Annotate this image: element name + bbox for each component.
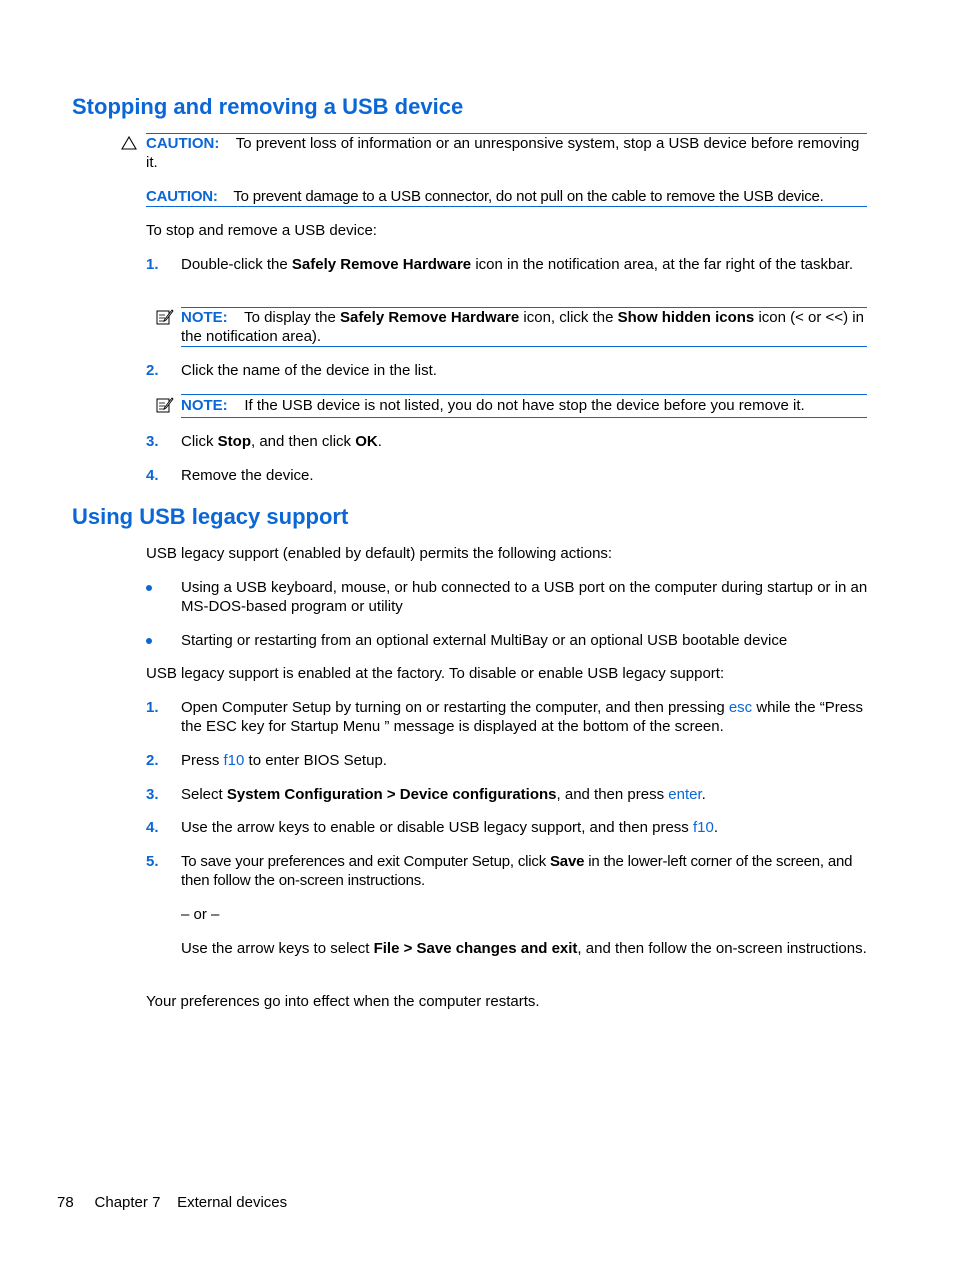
step-number: 3. <box>146 433 159 450</box>
text-run: to enter BIOS Setup. <box>244 752 387 769</box>
text-run: , and then follow the on-screen instructions. <box>577 940 867 957</box>
step-text <box>181 852 868 890</box>
text-run: . <box>713 819 718 836</box>
step-number: 1. <box>146 699 159 716</box>
text-run: To display the <box>244 309 340 326</box>
ui-term: System Configuration > Device configurations <box>226 786 557 803</box>
note-1 <box>181 308 868 346</box>
note-2 <box>181 396 868 415</box>
caution-text: To prevent damage to a USB connector, do not pull on the cable to remove the USB device. <box>233 188 824 205</box>
key-name: f10 <box>223 752 245 769</box>
caution-2 <box>146 187 881 206</box>
note-rule <box>181 346 867 347</box>
text-run: while the “Press the ESC key for Startup Menu ” message is displayed at the bottom of the screen. <box>181 699 864 735</box>
section-title-stopping-usb: Stopping and removing a USB device <box>72 94 464 119</box>
note-rule <box>181 394 867 395</box>
step-number: 4. <box>146 467 159 484</box>
step-alt-text <box>181 939 868 958</box>
chapter-title: External devices <box>177 1194 288 1211</box>
bullet-dot <box>146 638 152 644</box>
ui-term: Stop <box>217 433 251 450</box>
text-run: Use the arrow keys to select <box>181 940 374 957</box>
step-text <box>181 751 868 770</box>
section-title-usb-legacy: Using USB legacy support <box>72 504 349 529</box>
caution-text: To prevent loss of information or an unresponsive system, stop a USB device before removing it. <box>146 135 860 171</box>
intro-text: USB legacy support (enabled by default) permits the following actions: <box>146 545 613 562</box>
caution-1 <box>146 134 868 172</box>
step-text: Remove the device. <box>181 467 314 484</box>
text-run: , and then press <box>556 786 669 803</box>
bullet-text: Using a USB keyboard, mouse, or hub connected to a USB port on the computer during startup or in an MS-DOS-based program or utility <box>181 579 868 615</box>
ui-term: Save <box>550 853 585 870</box>
text-run: icon in the notification area, at the far right of the taskbar. <box>471 256 854 273</box>
text-run: Double-click the <box>181 256 292 273</box>
or-separator: – or – <box>181 906 220 923</box>
step-text <box>181 432 868 451</box>
chapter-number: Chapter 7 <box>94 1194 161 1211</box>
intro-text: USB legacy support is enabled at the factory. To disable or enable USB legacy support: <box>146 665 725 682</box>
step-number: 5. <box>146 853 159 870</box>
step-number: 2. <box>146 752 159 769</box>
key-name: f10 <box>692 819 714 836</box>
bullet-text: Starting or restarting from an optional external MultiBay or an optional USB bootable device <box>181 632 788 649</box>
step-text <box>181 255 868 274</box>
ui-term: Safely Remove Hardware <box>339 309 520 326</box>
bullet-dot <box>146 585 152 591</box>
step-number: 2. <box>146 362 159 379</box>
ui-term: OK <box>355 433 378 450</box>
intro-text: To stop and remove a USB device: <box>146 222 377 239</box>
key-name: enter <box>668 786 702 803</box>
text-run: To save your preferences and exit Computer Setup, click <box>181 853 550 870</box>
text-run: , and then click <box>251 433 356 450</box>
text-run: icon (< or <<) in the notification area). <box>181 309 864 345</box>
note-pencil-icon <box>156 309 174 330</box>
closing-text: Your preferences go into effect when the computer restarts. <box>146 993 540 1010</box>
ui-term: File > Save changes and exit <box>373 940 578 957</box>
ui-term: Show hidden icons <box>617 309 755 326</box>
text-run: Select <box>181 786 227 803</box>
step-number: 1. <box>146 256 159 273</box>
step-number: 4. <box>146 819 159 836</box>
step-text <box>181 698 868 736</box>
note-label: NOTE: <box>181 397 228 414</box>
ui-term: Safely Remove Hardware <box>291 256 472 273</box>
note-label: NOTE: <box>181 309 228 326</box>
warning-triangle-icon <box>121 136 137 155</box>
text-run: Use the arrow keys to enable or disable USB legacy support, and then press <box>181 819 693 836</box>
note-text: If the USB device is not listed, you do not have stop the device before you remove it. <box>244 397 805 414</box>
page-number: 78 <box>57 1194 74 1211</box>
caution-rule <box>146 206 867 207</box>
text-run: . <box>377 433 382 450</box>
step-text <box>181 785 868 804</box>
caution-label: CAUTION: <box>146 188 218 205</box>
key-name: esc <box>728 699 753 716</box>
note-pencil-icon <box>156 397 174 418</box>
page-footer <box>57 1193 287 1212</box>
text-run: in the lower-left corner of the screen, and then follow the on-screen instructions. <box>181 853 853 889</box>
text-run: icon, click the <box>519 309 618 326</box>
caution-label: CAUTION: <box>146 135 220 152</box>
text-run: Press <box>181 752 224 769</box>
step-number: 3. <box>146 786 159 803</box>
step-text <box>181 818 868 837</box>
text-run: Open Computer Setup by turning on or restarting the computer, and then pressing <box>181 699 729 716</box>
text-run: Click <box>181 433 218 450</box>
step-text: Click the name of the device in the list. <box>181 362 437 379</box>
note-rule <box>181 417 867 418</box>
text-run: . <box>701 786 706 803</box>
